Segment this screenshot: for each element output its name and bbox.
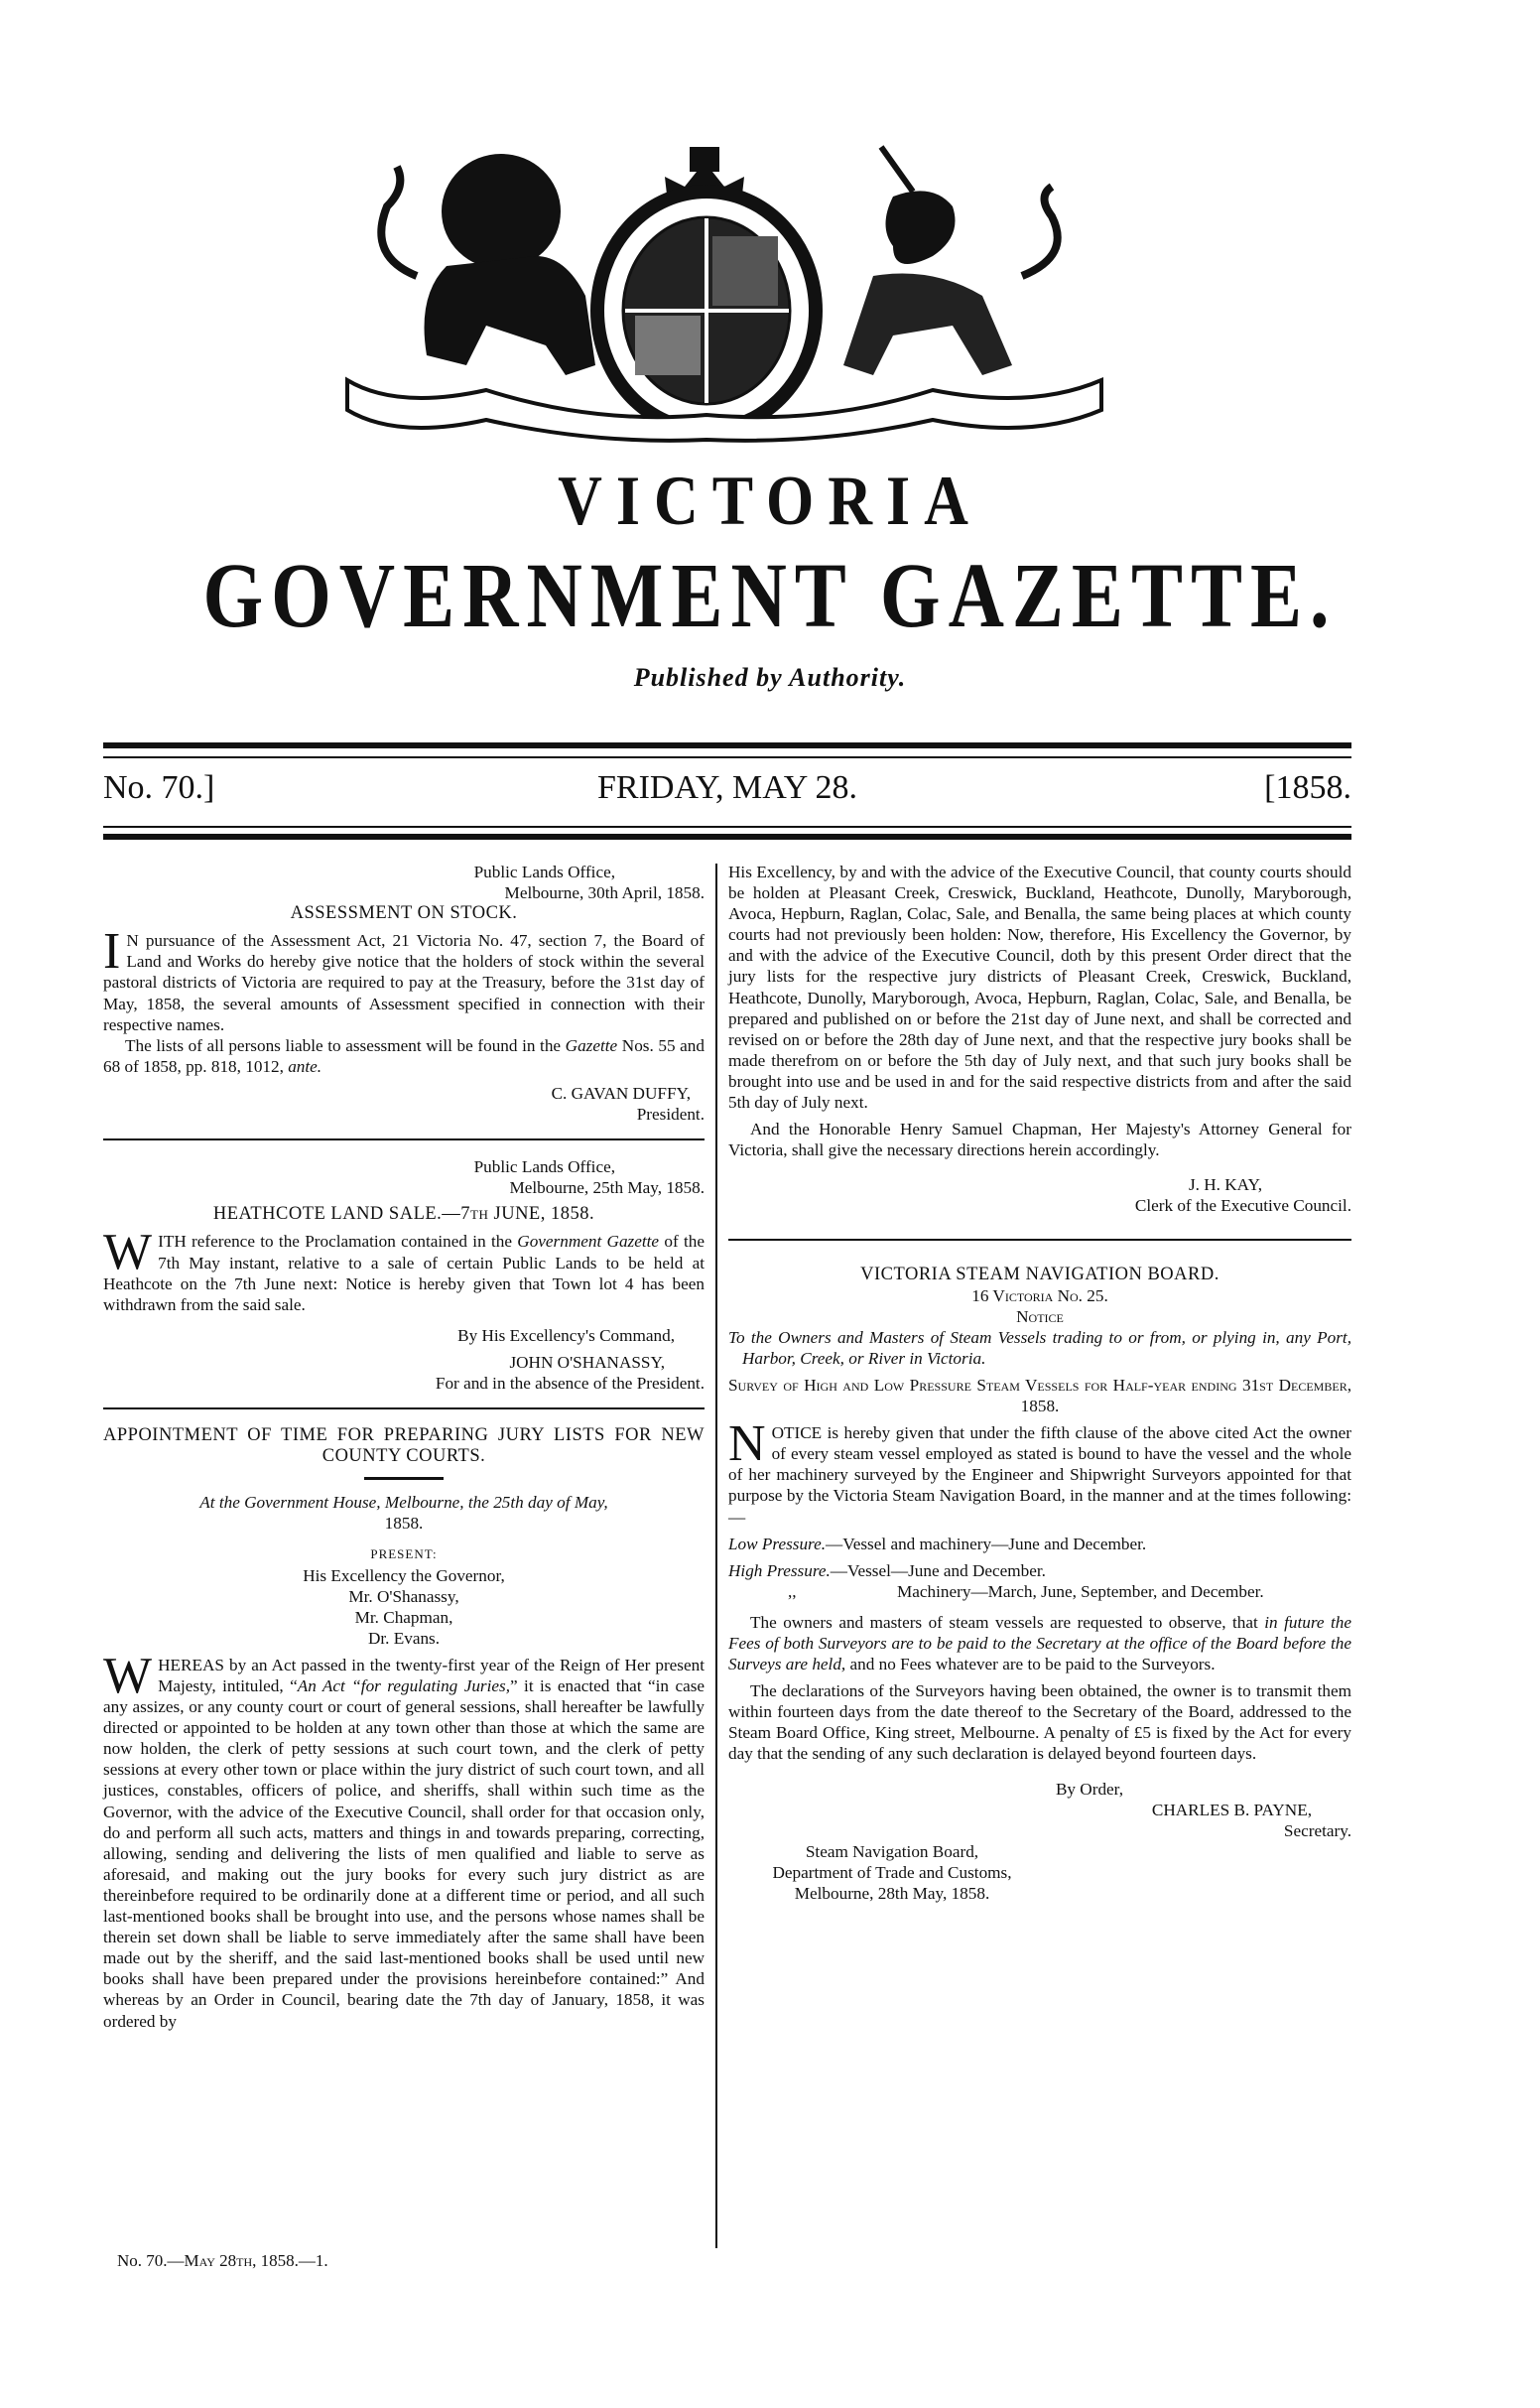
notice-body-declarations: The declarations of the Surveyors having been obtained, the owner is to transmit them within fourteen days from the date thereof to the Secretary of the Board, addressed to the Steam Board Office, King street, Melbourne. A penalty of £5 is fixed by the Act for every day that the sending of any such declaration is delayed beyond fourteen days. bbox=[728, 1681, 1351, 1764]
issue-date: FRIDAY, MAY 28. bbox=[596, 769, 858, 806]
office-line: Public Lands Office, bbox=[473, 863, 615, 881]
masthead-title-victoria: VICTORIA bbox=[558, 462, 982, 541]
signer-name: J. H. KAY, bbox=[1188, 1175, 1262, 1195]
short-divider bbox=[364, 1477, 444, 1480]
signer-title: Secretary. bbox=[1283, 1820, 1351, 1840]
published-by-authority: Published by Authority. bbox=[633, 663, 907, 692]
notice-heathcote-land-sale bbox=[103, 1156, 705, 1394]
signer-title: For and in the absence of the President. bbox=[435, 1373, 705, 1393]
notice-jury-lists bbox=[103, 1425, 705, 2032]
act-reference: 16 Victoria No. 25. bbox=[971, 1285, 1108, 1305]
royal-coat-of-arms bbox=[337, 127, 1111, 445]
notice-heading: ASSESSMENT ON STOCK. bbox=[290, 903, 518, 924]
attendee: Mr. O'Shanassy, bbox=[348, 1586, 459, 1606]
attendee: His Excellency the Governor, bbox=[303, 1565, 505, 1585]
attendee: Mr. Chapman, bbox=[354, 1607, 453, 1627]
issue-line bbox=[103, 769, 1351, 819]
place-date-line: Melbourne, 30th April, 1858. bbox=[504, 883, 705, 903]
signer-title: Clerk of the Executive Council. bbox=[1134, 1196, 1351, 1216]
header-rule-top-thin bbox=[103, 756, 1351, 758]
low-pressure-line: Low Pressure.—Vessel and machinery—June and December. bbox=[728, 1534, 1147, 1553]
masthead-title-gazette: GOVERNMENT GAZETTE. bbox=[202, 543, 1338, 647]
signer-name: C. GAVAN DUFFY, bbox=[551, 1083, 691, 1103]
high-pressure-machinery-line: ,, Machinery—March, June, September, and December. bbox=[788, 1581, 1264, 1601]
notice-heading: APPOINTMENT OF TIME FOR PREPARING JURY LISTS FOR NEW COUNTY COURTS. bbox=[103, 1425, 705, 1467]
header-rule-bottom-thin bbox=[103, 826, 1351, 828]
unicorn-icon bbox=[843, 147, 1058, 375]
attendee: Dr. Evans. bbox=[367, 1628, 441, 1648]
survey-heading: Survey of High and Low Pressure Steam Vessels for Half-year ending 31st December, 1858. bbox=[728, 1375, 1351, 1416]
drop-cap: W bbox=[103, 1647, 153, 1704]
notice-body-2: The lists of all persons liable to assessment will be found in the Gazette Nos. 55 and 68 of 1858, pp. 818, 1012, ante. bbox=[103, 1035, 705, 1076]
notice-heading: HEATHCOTE LAND SALE.—7th JUNE, 1858. bbox=[212, 1204, 595, 1225]
section-divider bbox=[103, 1407, 705, 1409]
notice-heading: VICTORIA STEAM NAVIGATION BOARD. bbox=[860, 1264, 1219, 1284]
notice-body: WITH reference to the Proclamation contained in the Government Gazette of the 7th May instant, relative to a sale of certain Public Lands to be held at Heathcote on the 7th June next: Notice is hereby given that Town lot 4 has been withdrawn from the said sale. bbox=[103, 1224, 705, 1314]
drop-cap: I bbox=[103, 923, 121, 981]
meeting-year: 1858. bbox=[384, 1514, 424, 1534]
page-footer-note: No. 70.—May 28th, 1858.—1. bbox=[117, 2251, 328, 2270]
place-date-line: Melbourne, 25th May, 1858. bbox=[509, 1178, 705, 1198]
address-block: Steam Navigation Board, Department of Trade and Customs, Melbourne, 28th May, 1858. bbox=[772, 1841, 1012, 1904]
shield-icon bbox=[597, 192, 816, 430]
header-rule-top bbox=[103, 742, 1351, 748]
notice-assessment-on-stock bbox=[103, 862, 705, 1125]
header-rule-bottom bbox=[103, 834, 1351, 840]
notice-body: NOTICE is hereby given that under the fifth clause of the above cited Act the owner of every steam vessel employed as stated is bound to have the vessel and the whole of her machinery surveyed by the Engineer and Shipwright Surveyors appointed for that purpose by the Victoria Steam Navigation Board, in the manner and at the times following:— bbox=[728, 1415, 1351, 1527]
notice-body-fees: The owners and masters of steam vessels are requested to observe, that in future the Fees of both Surveyors are to be paid to the Secretary at the office of the Board before the Surveys are held, and no Fees whatever are to be paid to the Surveyors. bbox=[728, 1612, 1351, 1674]
command-line: By His Excellency's Command, bbox=[457, 1325, 675, 1345]
addressees: To the Owners and Masters of Steam Vessels trading to or from, or plying in, any Port, Harbor, Creek, or River in Victoria. bbox=[728, 1327, 1351, 1368]
notice-body: WHEREAS by an Act passed in the twenty-first year of the Reign of Her present Majesty, intituled, “An Act “for regulating Juries,” it is enacted that “in case any assizes, or any county court or court of general sessions, shall hereafter be lawfully directed or appointed to be holden at any town other than those at which the same are now holden, the clerk of petty sessions at such court town, and the clerk of petty sessions at every other town or place within the jury district of such court town, and all justices, constables, officers of police, and sheriffs, shall within such time as the Governor, with the advice of the Executive Council, shall order for that occasion only, do and perform all such acts, matters and things in and towards preparing, correcting, allowing, sending and delivering the lists of men qualified and liable to serve as aforesaid, and making out the jury books for every such jury district as are thereinbefore required to be ordinarily done at a different time or period, and all such last-mentioned books shall be brought into use, and the persons whose names shall be therein set down shall be liable to serve immediately after the same shall have been made out by the sheriff, and the said last-mentioned books shall be used until new books shall have been prepared under the provisions hereinbefore contained:” And whereas by an Order in Council, bearing date the 7th day of January, 1858, it was ordered by bbox=[103, 1647, 706, 2031]
issue-number: No. 70.] bbox=[103, 769, 215, 806]
present-label: PRESENT: bbox=[370, 1546, 438, 1562]
notice-body: His Excellency, by and with the advice of the Executive Council, that county courts should be holden at Pleasant Creek, Creswick, Buckland, Heathcote, Dunolly, Maryborough, Avoca, Hepburn, Raglan, Colac, Sale, and Benalla, the same being places at which county courts had not previously been holden: Now, therefore, His Excellency the Governor, by and with the advice of the Executive Council, doth by this present Order direct that the jury lists for the respective jury districts of Pleasant Creek, Creswick, Buckland, Heathcote, Dunolly, Maryborough, Avoca, Hepburn, Raglan, Colac, Sale, and Benalla, be prepared and published on or before the 21st day of June next, and shall be corrected and revised on or before the 28th day of June next, and that the respective jury books shall be made therefrom on or before the 5th day of July next, and that such jury books shall be brought into use and be used in and for the said respective districts from and after the said 5th day of July next. bbox=[728, 863, 1351, 1113]
column-divider bbox=[715, 864, 717, 2248]
notice-jury-lists-continued bbox=[728, 862, 1351, 1217]
drop-cap: N bbox=[728, 1415, 766, 1473]
left-column bbox=[103, 862, 705, 2032]
notice-body: I N pursuance of the Assessment Act, 21 Victoria No. 47, section 7, the Board of Land and Works do hereby give notice that the holders of stock within the several pastoral districts of Victoria are required to pay at the Treasury, before the 31st day of May, 1858, the several amounts of Assessment specified in connection with their respective names. bbox=[103, 923, 705, 1034]
section-divider bbox=[728, 1239, 1351, 1241]
signer-title: President. bbox=[636, 1105, 705, 1125]
drop-cap: W bbox=[103, 1224, 153, 1281]
signer-name: CHARLES B. PAYNE, bbox=[1151, 1800, 1312, 1819]
notice-body-2: And the Honorable Henry Samuel Chapman, Her Majesty's Attorney General for Victoria, shall give the necessary directions herein accordingly. bbox=[728, 1120, 1351, 1160]
signer-name: JOHN O'SHANASSY, bbox=[509, 1352, 665, 1372]
lion-icon bbox=[381, 154, 595, 375]
by-order: By Order, bbox=[1055, 1779, 1123, 1799]
notice-steam-navigation bbox=[728, 1265, 1351, 1905]
section-divider bbox=[103, 1138, 705, 1140]
issue-year: [1858. bbox=[1264, 769, 1351, 806]
meeting-place: At the Government House, Melbourne, the 25th day of May, bbox=[199, 1493, 608, 1513]
office-line: Public Lands Office, bbox=[473, 1157, 615, 1177]
notice-label: Notice bbox=[1016, 1306, 1064, 1326]
high-pressure-line: High Pressure.—Vessel—June and December. bbox=[728, 1560, 1046, 1580]
right-column bbox=[728, 862, 1351, 1904]
